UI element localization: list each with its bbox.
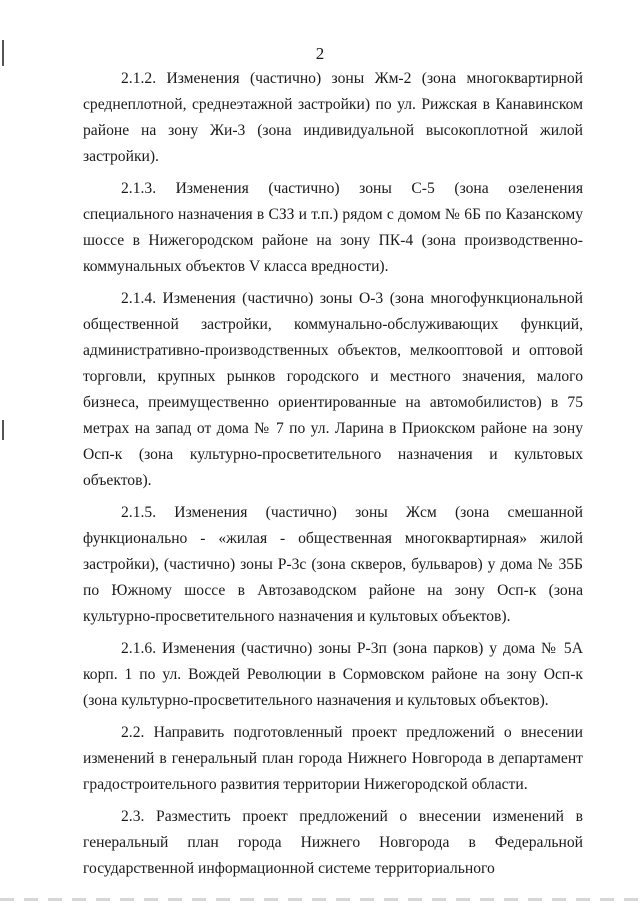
- paragraph-2-1-3: 2.1.3. Изменения (частично) зоны С-5 (зона озеленения специального назначения в СЗЗ и т.п.) рядом с домом № 6Б по Казанскому шоссе в Нижегородском районе на зону ПК-4 (зона производственно-коммунальных объектов V класса вредности).: [83, 180, 583, 275]
- paragraph-2-3: 2.3. Разместить проект предложений о внесении изменений в генеральный план города Нижнего Новгорода в Федеральной государственной информационной системе территориального: [83, 808, 583, 877]
- scan-edge-mark: [2, 420, 4, 440]
- paragraph-2-1-2: 2.1.2. Изменения (частично) зоны Жм-2 (зона многоквартирной среднеплотной, среднеэтажной застройки) по ул. Рижская в Канавинском районе на зону Жи-3 (зона индивидуальной высокоплотной жилой застройки).: [83, 70, 583, 165]
- paragraph-2-1-6: 2.1.6. Изменения (частично) зоны Р-3п (зона парков) у дома № 5А корп. 1 по ул. Вождей Революции в Сормовском районе на зону Осп-к (зона культурно-просветительного назначения и культовых объектов).: [83, 640, 583, 709]
- scan-footer-noise: [0, 898, 640, 901]
- document-body: [83, 66, 583, 888]
- page-number: 2: [315, 44, 325, 63]
- paragraph-2-1-5: 2.1.5. Изменения (частично) зоны Жсм (зона смешанной функционально - «жилая - общественная многоквартирная» жилой застройки), (частично) зоны Р-3с (зона скверов, бульваров) у дома № 35Б по Южному шоссе в Автозаводском районе на зону Осп-к (зона культурно-просветительного назначения и культовых объектов).: [83, 504, 583, 625]
- paragraph-2-1-4: 2.1.4. Изменения (частично) зоны О-3 (зона многофункциональной общественной застройки, коммунально-обслуживающих функций, административно-производственных объектов, мелкооптовой и оптовой торговли, крупных рынков городского и местного значения, малого бизнеса, преимущественно ориентированные на автомобилистов) в 75 метрах на запад от дома № 7 по ул. Ларина в Приокском районе на зону Осп-к (зона культурно-просветительного назначения и культовых объектов).: [83, 290, 583, 489]
- paragraph-2-2: 2.2. Направить подготовленный проект предложений о внесении изменений в генеральный план города Нижнего Новгорода в департамент градостроительного развития территории Нижегородской области.: [83, 724, 583, 793]
